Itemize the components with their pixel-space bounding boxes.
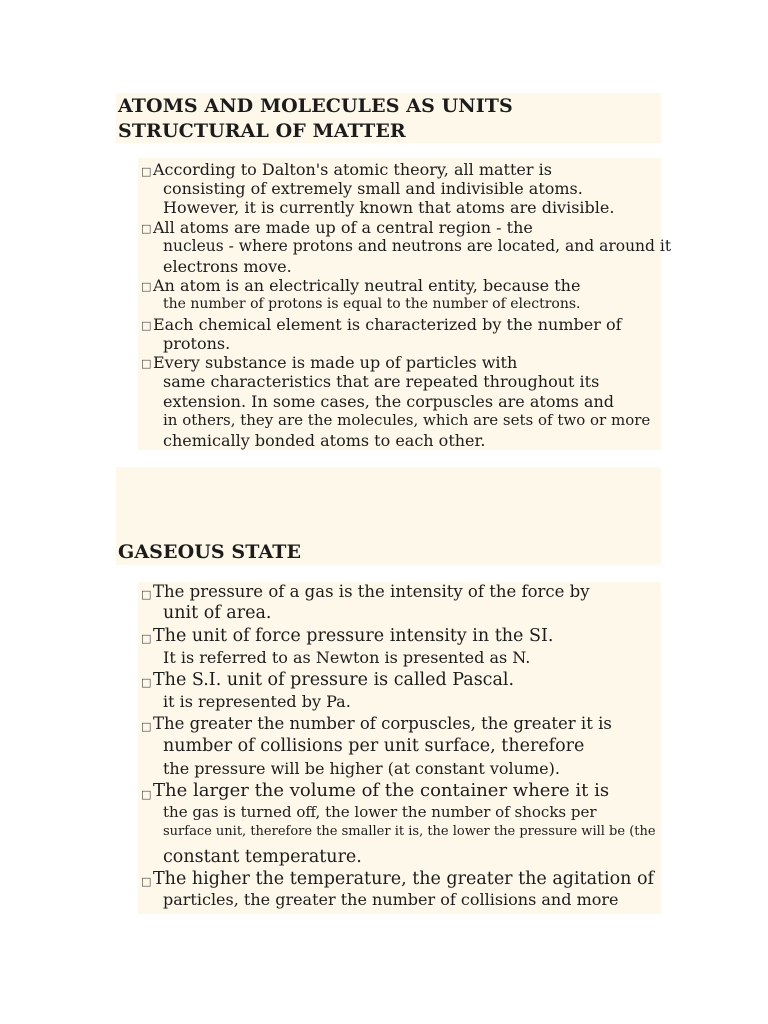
bullet-icon: □ bbox=[141, 280, 152, 293]
body-line: According to Dalton's atomic theory, all matter is bbox=[153, 160, 552, 179]
body-line: number of collisions per unit surface, therefore bbox=[163, 736, 585, 756]
body-line: electrons move. bbox=[163, 257, 292, 276]
body-line: The unit of force pressure intensity in the SI. bbox=[153, 626, 554, 646]
section-1-heading-line-1: ATOMS AND MOLECULES AS UNITS bbox=[118, 95, 513, 117]
bullet-icon: □ bbox=[141, 632, 152, 645]
body-line: protons. bbox=[163, 334, 231, 353]
bullet-icon: □ bbox=[141, 720, 152, 733]
body-line: constant temperature. bbox=[163, 847, 362, 867]
body-line: the number of protons is equal to the number of electrons. bbox=[163, 296, 581, 312]
body-line: All atoms are made up of a central region - the bbox=[153, 218, 533, 237]
section-1-heading-line-2: STRUCTURAL OF MATTER bbox=[118, 120, 406, 142]
body-line: extension. In some cases, the corpuscles are atoms and bbox=[163, 392, 615, 411]
body-line: The larger the volume of the container where it is bbox=[153, 780, 610, 801]
body-line: An atom is an electrically neutral entity, because the bbox=[153, 276, 581, 295]
bullet-icon: □ bbox=[141, 588, 152, 601]
body-line: The pressure of a gas is the intensity of the force by bbox=[153, 582, 590, 601]
body-line: However, it is currently known that atoms are divisible. bbox=[163, 198, 615, 217]
body-line: unit of area. bbox=[163, 603, 272, 623]
body-line: the pressure will be higher (at constant volume). bbox=[163, 759, 560, 778]
body-line: in others, they are the molecules, which are sets of two or more bbox=[163, 411, 651, 429]
bullet-icon: □ bbox=[141, 319, 152, 332]
body-line: It is referred to as Newton is presented as N. bbox=[163, 648, 531, 667]
bullet-icon: □ bbox=[141, 222, 152, 235]
bullet-icon: □ bbox=[141, 875, 152, 888]
body-line: Each chemical element is characterized by the number of bbox=[153, 315, 622, 334]
bullet-icon: □ bbox=[141, 357, 152, 370]
body-line: The S.I. unit of pressure is called Pascal. bbox=[153, 670, 515, 690]
body-line: it is represented by Pa. bbox=[163, 692, 351, 711]
body-line: consisting of extremely small and indivisible atoms. bbox=[163, 179, 583, 198]
bullet-icon: □ bbox=[141, 676, 152, 689]
body-line: nucleus - where protons and neutrons are located, and around it bbox=[163, 237, 672, 255]
body-line: the gas is turned off, the lower the number of shocks per bbox=[163, 803, 597, 821]
body-line: same characteristics that are repeated throughout its bbox=[163, 372, 600, 391]
body-line: Every substance is made up of particles with bbox=[153, 353, 518, 372]
body-line: surface unit, therefore the smaller it is, the lower the pressure will be (the bbox=[163, 824, 656, 839]
body-line: chemically bonded atoms to each other. bbox=[163, 431, 486, 450]
section-2-heading: GASEOUS STATE bbox=[118, 541, 302, 563]
body-line: particles, the greater the number of collisions and more bbox=[163, 890, 619, 909]
bullet-icon: □ bbox=[141, 788, 152, 801]
body-line: The higher the temperature, the greater the agitation of bbox=[153, 869, 655, 889]
bullet-icon: □ bbox=[141, 165, 152, 178]
body-line: The greater the number of corpuscles, the greater it is bbox=[153, 714, 612, 733]
